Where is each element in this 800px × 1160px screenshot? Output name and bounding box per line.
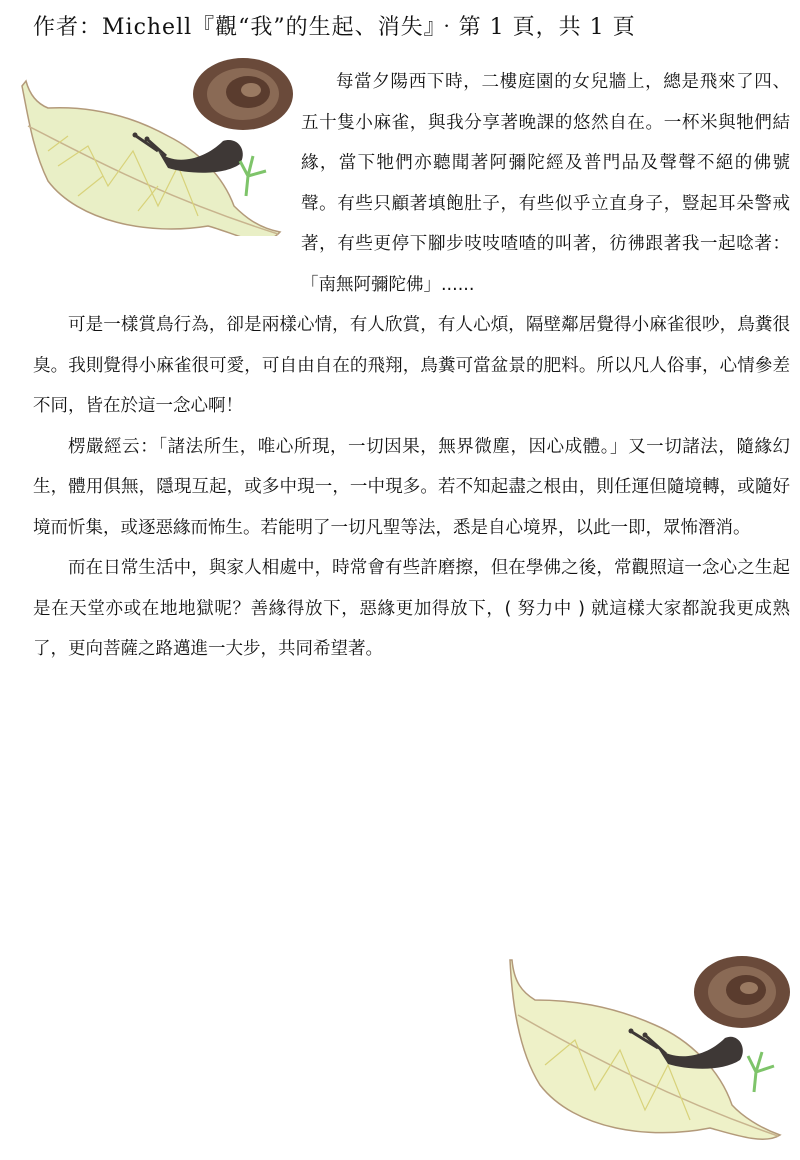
article-body — [33, 62, 790, 670]
sprout-icon — [748, 1052, 774, 1092]
page-header: 作者：Michell『觀“我”的生起、消失』‧第 1 頁，共 1 頁 — [33, 15, 636, 40]
illustration-float-space — [33, 62, 301, 266]
paragraph-3: 楞嚴經云：「諸法所生，唯心所現，一切因果，無界微塵，因心成體。」又一切諸法，隨緣幻生，體用俱無，隱現互起，或多中現一，一中現多。若不知起盡之根由，則任運但隨境轉，或隨好境而忻集，或逐惡緣而怖生。若能明了一切凡聖等法，悉是自心境界，以此一即，眾怖潛消。 — [33, 436, 790, 538]
paragraph-1: 每當夕陽西下時，二樓庭園的女兒牆上，總是飛來了四、五十隻小麻雀，與我分享著晚課的悠然自在。一杯米與牠們結緣，當下牠們亦聽聞著阿彌陀經及普門品及聲聲不絕的佛號聲。有些只顧著填飽肚子，有些似乎立直身子，豎起耳朵警戒著，有些更停下腳步吱吱喳喳的叫著，彷彿跟著我一起唸著：「南無阿彌陀佛」...... — [301, 72, 790, 295]
snail-on-leaf-illustration-bottom — [480, 940, 790, 1145]
paragraph-4: 而在日常生活中，與家人相處中，時常會有些許磨擦，但在學佛之後，常觀照這一念心之生起是在天堂亦或在地地獄呢？善緣得放下，惡緣更加得放下，( 努力中 ) 就這樣大家都說我更成熟了，更向菩薩之路邁進一大步，共同希望著。 — [33, 558, 790, 659]
paragraph-2: 可是一樣賞鳥行為，卻是兩樣心情，有人欣賞，有人心煩，隔壁鄰居覺得小麻雀很吵，鳥糞很臭。我則覺得小麻雀很可愛，可自由自在的飛翔，鳥糞可當盆景的肥料。所以凡人俗事，心情參差不同，皆在於這一念心啊！ — [33, 315, 790, 416]
